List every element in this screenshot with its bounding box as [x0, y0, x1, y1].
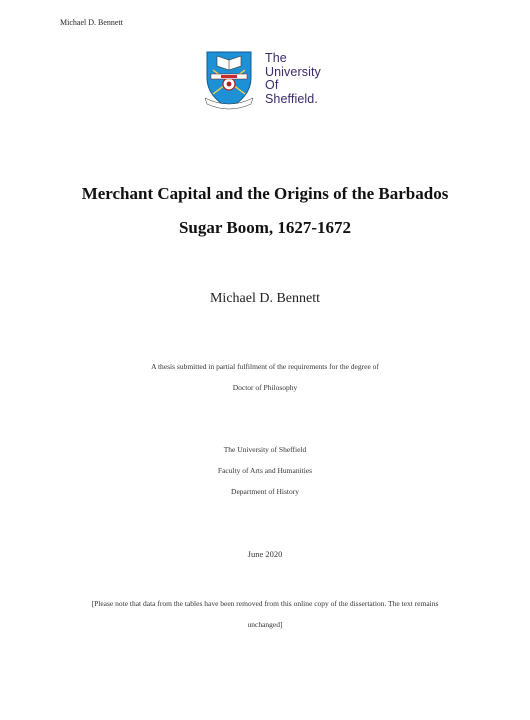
university-crest-icon: [203, 48, 255, 110]
university-name: The University of Sheffield: [223, 445, 307, 454]
degree-name: Doctor of Philosophy: [232, 383, 298, 392]
wordmark-line-3: Of: [265, 78, 279, 92]
university-logo: [203, 48, 343, 110]
wordmark-line-4: Sheffield.: [265, 91, 318, 106]
running-head: Michael D. Bennett: [60, 18, 123, 27]
university-wordmark: [265, 52, 321, 106]
author-name: Michael D. Bennett: [209, 291, 321, 306]
thesis-title-line-1: Merchant Capital and the Origins of the Barbados: [81, 184, 449, 203]
online-copy-note-line-2: unchanged]: [247, 620, 283, 629]
faculty-name: Faculty of Arts and Humanities: [217, 466, 313, 475]
thesis-title-line-2: Sugar Boom, 1627-1672: [178, 218, 352, 237]
wordmark-line-2: University: [265, 64, 321, 79]
degree-statement: A thesis submitted in partial fulfilment of the requirements for the degree of: [151, 362, 379, 371]
department-name: Department of History: [231, 487, 299, 496]
wordmark-line-1: The: [265, 51, 287, 65]
submission-date: June 2020: [247, 549, 283, 559]
online-copy-note-line-1: [Please note that data from the tables have been removed from this online copy of the dissertation. The text remains: [91, 599, 439, 608]
